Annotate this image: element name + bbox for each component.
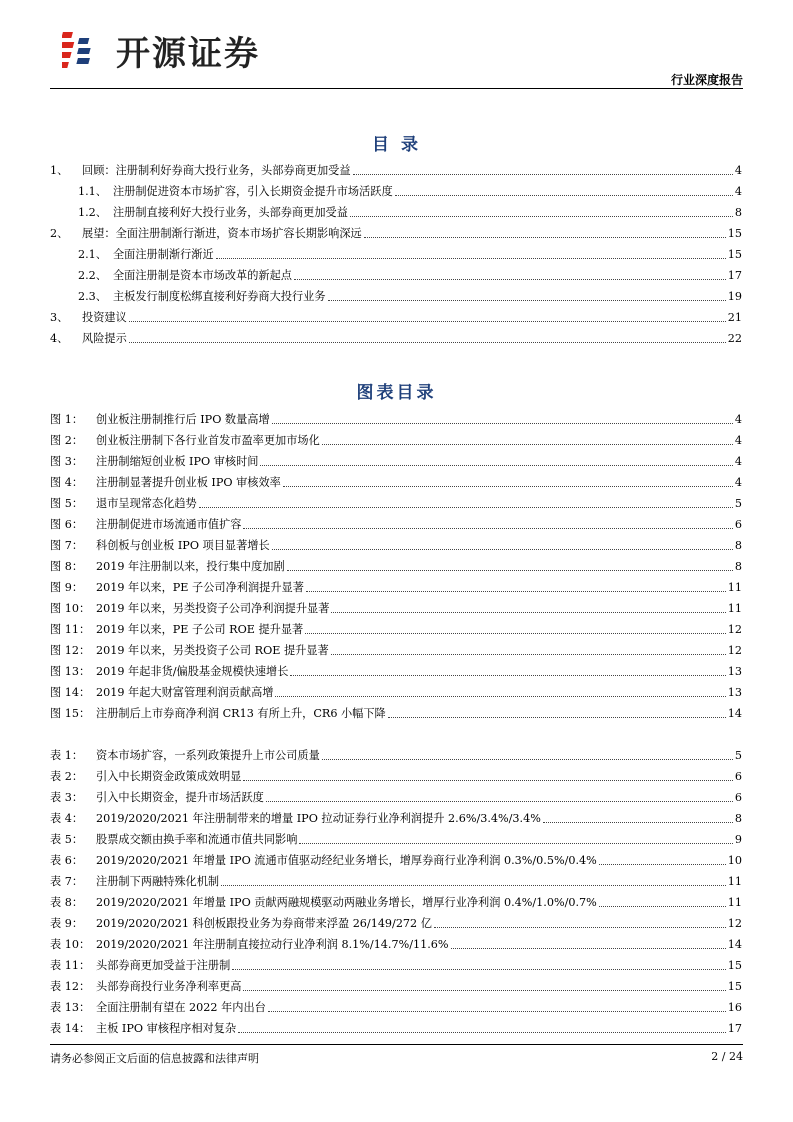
- entry-number: 表 7：: [50, 875, 84, 888]
- dot-leader: [243, 780, 732, 781]
- figure-entry[interactable]: [50, 472, 742, 493]
- figure-entry[interactable]: [50, 661, 742, 682]
- entry-page: 8: [734, 560, 742, 573]
- entry-title: 风险提示: [82, 332, 127, 345]
- entry-page: 12: [727, 917, 742, 930]
- dot-leader: [364, 237, 726, 238]
- toc-entry[interactable]: [50, 202, 742, 223]
- entry-page: 12: [727, 623, 742, 636]
- table-entry[interactable]: [50, 955, 742, 976]
- entry-title: 全面注册制有望在 2022 年内出台: [96, 1001, 266, 1014]
- toc-entry[interactable]: [50, 181, 742, 202]
- entry-page: 11: [727, 875, 742, 888]
- entry-number: 图 15：: [50, 707, 91, 720]
- entry-number: 2、: [50, 227, 69, 240]
- toc-entry[interactable]: [50, 244, 742, 265]
- entry-page: 16: [727, 1001, 742, 1014]
- figure-entry[interactable]: [50, 598, 742, 619]
- entry-page: 8: [734, 206, 742, 219]
- dot-leader: [129, 321, 726, 322]
- dot-leader: [388, 717, 726, 718]
- toc-title: 目 录: [372, 135, 421, 155]
- dot-leader: [434, 927, 726, 928]
- entry-page: 6: [734, 791, 742, 804]
- entry-title: 头部券商更加受益于注册制: [96, 959, 231, 972]
- toc-entry[interactable]: [50, 307, 742, 328]
- entry-title: 股票成交额由换手率和流通市值共同影响: [96, 833, 298, 846]
- entry-page: 5: [734, 749, 742, 762]
- table-entry[interactable]: [50, 808, 742, 829]
- dot-leader: [350, 216, 733, 217]
- entry-title: 注册制下两融特殊化机制: [96, 875, 220, 888]
- dot-leader: [306, 591, 726, 592]
- entry-title: 注册制促进市场流通市值扩容: [96, 518, 242, 531]
- dot-leader: [305, 633, 726, 634]
- figure-list: [50, 409, 742, 724]
- dot-leader: [328, 300, 726, 301]
- entry-title: 2019 年以来，PE 子公司 ROE 提升显著: [96, 623, 304, 636]
- table-entry[interactable]: [50, 745, 742, 766]
- table-entry[interactable]: [50, 913, 742, 934]
- entry-number: 表 10：: [50, 938, 91, 951]
- entry-page: 11: [727, 581, 742, 594]
- figure-entry[interactable]: [50, 703, 742, 724]
- entry-page: 14: [727, 938, 742, 951]
- entry-title: 注册制缩短创业板 IPO 审核时间: [96, 455, 259, 468]
- entry-number: 图 12：: [50, 644, 91, 657]
- entry-title: 注册制后上市券商净利润 CR13 有所上升，CR6 小幅下降: [96, 707, 386, 720]
- figure-entry[interactable]: [50, 640, 742, 661]
- dot-leader: [353, 174, 733, 175]
- entry-page: 8: [734, 539, 742, 552]
- entry-title: 头部券商投行业务净利率更高: [96, 980, 242, 993]
- entry-title: 2019 年注册制以来，投行集中度加剧: [96, 560, 285, 573]
- entry-title: 2019/2020/2021 科创板跟投业务为券商带来浮盈 26/149/272 亿: [96, 917, 432, 930]
- dot-leader: [260, 465, 732, 466]
- dot-leader: [243, 990, 725, 991]
- entry-number: 表 13：: [50, 1001, 91, 1014]
- entry-number: 图 8：: [50, 560, 84, 573]
- dot-leader: [395, 195, 733, 196]
- table-entry[interactable]: [50, 787, 742, 808]
- entry-number: 表 11：: [50, 959, 91, 972]
- entry-title: 2019 年起非货/偏股基金规模快速增长: [96, 665, 289, 678]
- entry-title: 2019 年以来，另类投资子公司 ROE 提升显著: [96, 644, 329, 657]
- figure-entry[interactable]: [50, 619, 742, 640]
- toc-entry[interactable]: [50, 265, 742, 286]
- entry-page: 15: [727, 227, 742, 240]
- entry-number: 表 1：: [50, 749, 84, 762]
- entry-page: 4: [734, 434, 742, 447]
- entry-title: 2019/2020/2021 年增量 IPO 流通市值驱动经纪业务增长，增厚券商行业净利润 0.3%/0.5%/0.4%: [96, 854, 597, 867]
- figure-entry[interactable]: [50, 409, 742, 430]
- kaiyuan-logo-icon: [62, 28, 106, 72]
- entry-page: 4: [734, 185, 742, 198]
- entry-page: 12: [727, 644, 742, 657]
- dot-leader: [129, 342, 726, 343]
- entry-number: 2.1、: [78, 248, 107, 261]
- entry-title: 2019/2020/2021 年注册制直接拉动行业净利润 8.1%/14.7%/11.6%: [96, 938, 449, 951]
- entry-title: 创业板注册制下各行业首发市盈率更加市场化: [96, 434, 320, 447]
- entry-title: 注册制直接利好大投行业务，头部券商更加受益: [112, 206, 348, 219]
- dot-leader: [266, 801, 733, 802]
- dot-leader: [599, 906, 726, 907]
- dot-leader: [216, 258, 726, 259]
- entry-number: 图 14：: [50, 686, 91, 699]
- entry-title: 退市呈现常态化趋势: [96, 497, 197, 510]
- entry-page: 15: [727, 959, 742, 972]
- figure-entry[interactable]: [50, 430, 742, 451]
- dot-leader: [287, 570, 733, 571]
- entry-page: 11: [727, 602, 742, 615]
- dot-leader: [331, 654, 726, 655]
- dot-leader: [268, 1011, 726, 1012]
- entry-number: 表 2：: [50, 770, 84, 783]
- dot-leader: [331, 612, 725, 613]
- table-entry[interactable]: [50, 976, 742, 997]
- entry-number: 表 8：: [50, 896, 84, 909]
- dot-leader: [451, 948, 726, 949]
- entry-page: 13: [727, 686, 742, 699]
- page-number: 2 / 24: [711, 1050, 743, 1063]
- entry-page: 15: [727, 248, 742, 261]
- dot-leader: [199, 507, 733, 508]
- entry-number: 2.3、: [78, 290, 107, 303]
- dot-leader: [322, 444, 733, 445]
- entry-title: 回顾：注册制利好券商大投行业务，头部券商更加受益: [82, 164, 351, 177]
- entry-number: 表 14：: [50, 1022, 91, 1035]
- entry-number: 图 1：: [50, 413, 84, 426]
- entry-page: 13: [727, 665, 742, 678]
- table-list: [50, 745, 742, 1039]
- brand-name: 开源证券: [116, 33, 260, 74]
- entry-page: 9: [734, 833, 742, 846]
- entry-page: 22: [727, 332, 742, 345]
- dot-leader: [322, 759, 733, 760]
- dot-leader: [294, 279, 726, 280]
- dot-leader: [272, 423, 733, 424]
- table-entry[interactable]: [50, 850, 742, 871]
- toc-entry[interactable]: [50, 160, 742, 181]
- entry-page: 4: [734, 476, 742, 489]
- dot-leader: [275, 696, 725, 697]
- dot-leader: [599, 864, 726, 865]
- entry-number: 表 3：: [50, 791, 84, 804]
- figure-entry[interactable]: [50, 682, 742, 703]
- footer-divider: [50, 1044, 743, 1045]
- dot-leader: [290, 675, 725, 676]
- header-divider: [50, 88, 743, 89]
- entry-page: 4: [734, 413, 742, 426]
- dot-leader: [272, 549, 733, 550]
- entry-page: 5: [734, 497, 742, 510]
- toc-list: [50, 160, 742, 349]
- entry-page: 4: [734, 164, 742, 177]
- entry-number: 图 6：: [50, 518, 84, 531]
- entry-number: 图 4：: [50, 476, 84, 489]
- entry-page: 11: [727, 896, 742, 909]
- figure-entry[interactable]: [50, 535, 742, 556]
- entry-title: 2019 年以来，另类投资子公司净利润提升显著: [96, 602, 330, 615]
- entry-page: 21: [727, 311, 742, 324]
- figures-title: 图表目录: [356, 383, 437, 403]
- entry-title: 引入中长期资金政策成效明显: [96, 770, 242, 783]
- entry-number: 表 9：: [50, 917, 84, 930]
- entry-number: 图 2：: [50, 434, 84, 447]
- entry-number: 表 12：: [50, 980, 91, 993]
- figure-entry[interactable]: [50, 451, 742, 472]
- entry-number: 图 10：: [50, 602, 91, 615]
- dot-leader: [283, 486, 733, 487]
- entry-number: 图 7：: [50, 539, 84, 552]
- entry-page: 19: [727, 290, 742, 303]
- dot-leader: [543, 822, 733, 823]
- table-entry[interactable]: [50, 871, 742, 892]
- report-type-label: 行业深度报告: [670, 73, 743, 87]
- entry-title: 引入中长期资金，提升市场活跃度: [96, 791, 264, 804]
- entry-title: 2019 年起大财富管理利润贡献高增: [96, 686, 274, 699]
- figure-entry[interactable]: [50, 493, 742, 514]
- entry-page: 4: [734, 455, 742, 468]
- entry-number: 图 5：: [50, 497, 84, 510]
- entry-number: 表 5：: [50, 833, 84, 846]
- entry-number: 2.2、: [78, 269, 107, 282]
- dot-leader: [238, 1032, 726, 1033]
- entry-number: 表 4：: [50, 812, 84, 825]
- entry-title: 主板发行制度松绑直接利好券商大投行业务: [112, 290, 326, 303]
- brand-logo: [62, 26, 260, 74]
- entry-number: 图 9：: [50, 581, 84, 594]
- footer-disclaimer: 请务必参阅正文后面的信息披露和法律声明: [50, 1052, 259, 1065]
- entry-title: 展望：全面注册制渐行渐进，资本市场扩容长期影响深远: [82, 227, 362, 240]
- entry-title: 创业板注册制推行后 IPO 数量高增: [96, 413, 270, 426]
- entry-number: 图 3：: [50, 455, 84, 468]
- entry-number: 图 11：: [50, 623, 91, 636]
- dot-leader: [221, 885, 726, 886]
- entry-title: 科创板与创业板 IPO 项目显著增长: [96, 539, 270, 552]
- toc-entry[interactable]: [50, 286, 742, 307]
- toc-entry[interactable]: [50, 328, 742, 349]
- dot-leader: [232, 969, 725, 970]
- entry-number: 1、: [50, 164, 69, 177]
- entry-title: 全面注册制是资本市场改革的新起点: [112, 269, 292, 282]
- entry-title: 全面注册制渐行渐近: [112, 248, 214, 261]
- entry-page: 17: [727, 1022, 742, 1035]
- entry-number: 图 13：: [50, 665, 91, 678]
- entry-title: 注册制显著提升创业板 IPO 审核效率: [96, 476, 281, 489]
- entry-title: 2019 年以来，PE 子公司净利润提升显著: [96, 581, 304, 594]
- dot-leader: [299, 843, 732, 844]
- table-entry[interactable]: [50, 766, 742, 787]
- table-entry[interactable]: [50, 829, 742, 850]
- entry-title: 主板 IPO 审核程序相对复杂: [96, 1022, 237, 1035]
- entry-number: 1.1、: [78, 185, 107, 198]
- entry-number: 3、: [50, 311, 69, 324]
- toc-entry[interactable]: [50, 223, 742, 244]
- table-entry[interactable]: [50, 1018, 742, 1039]
- entry-title: 2019/2020/2021 年增量 IPO 贡献两融规模驱动两融业务增长，增厚行业净利润 0.4%/1.0%/0.7%: [96, 896, 597, 909]
- entry-page: 8: [734, 812, 742, 825]
- entry-number: 1.2、: [78, 206, 107, 219]
- table-entry[interactable]: [50, 934, 742, 955]
- figure-entry[interactable]: [50, 556, 742, 577]
- dot-leader: [243, 528, 732, 529]
- entry-title: 投资建议: [82, 311, 127, 324]
- figure-entry[interactable]: [50, 514, 742, 535]
- entry-page: 17: [727, 269, 742, 282]
- entry-page: 10: [727, 854, 742, 867]
- entry-title: 注册制促进资本市场扩容，引入长期资金提升市场活跃度: [112, 185, 393, 198]
- entry-title: 资本市场扩容，一系列政策提升上市公司质量: [96, 749, 320, 762]
- entry-page: 14: [727, 707, 742, 720]
- figure-entry[interactable]: [50, 577, 742, 598]
- entry-title: 2019/2020/2021 年注册制带来的增量 IPO 拉动证券行业净利润提升 2.6%/3.4%/3.4%: [96, 812, 541, 825]
- table-entry[interactable]: [50, 892, 742, 913]
- entry-page: 15: [727, 980, 742, 993]
- entry-number: 4、: [50, 332, 69, 345]
- entry-page: 6: [734, 770, 742, 783]
- table-entry[interactable]: [50, 997, 742, 1018]
- entry-number: 表 6：: [50, 854, 84, 867]
- entry-page: 6: [734, 518, 742, 531]
